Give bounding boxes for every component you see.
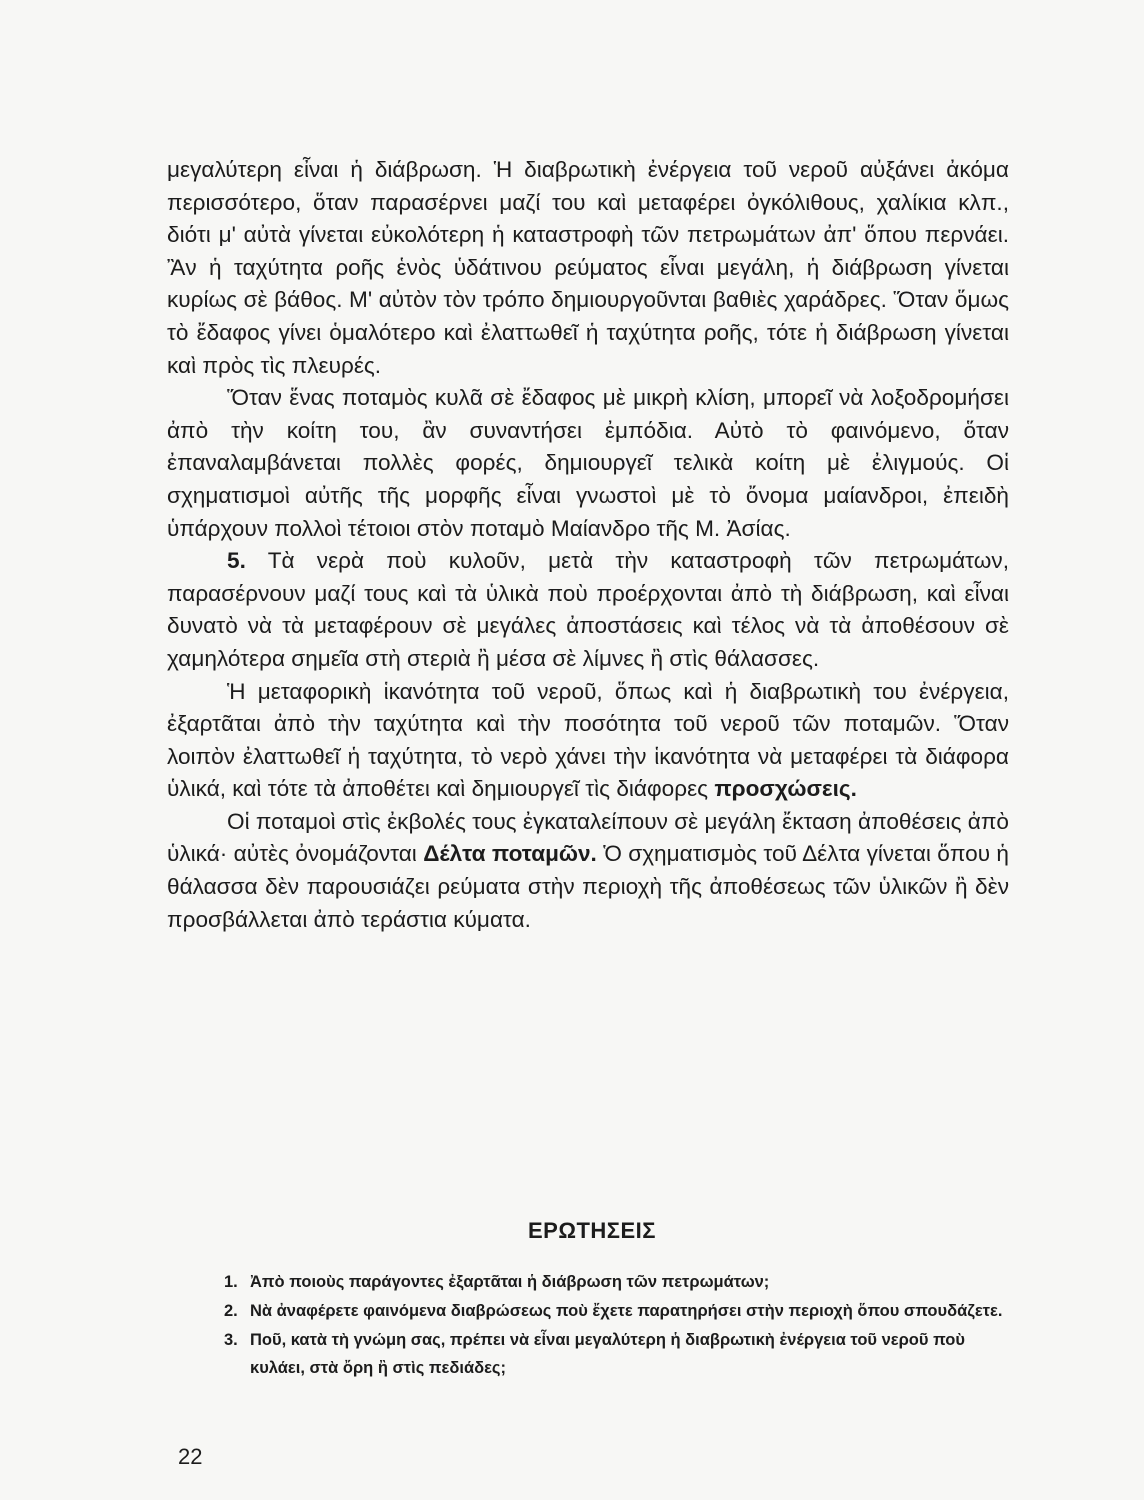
- paragraph-deposits: [167, 676, 1009, 806]
- question-item: [224, 1297, 1024, 1325]
- questions-list: [224, 1268, 1024, 1383]
- paragraph-text: Ἡ μεταφορικὴ ἱκανότητα τοῦ νεροῦ, ὅπως καὶ ἡ διαβρωτικὴ του ἐνέργεια, ἐξαρτᾶται ἀπὸ τὴν ταχύτητα καὶ τὴν ποσότητα τοῦ νεροῦ τῶν ποταμῶν. Ὅταν λοιπὸν ἐλαττωθεῖ ἡ ταχύτητα, τὸ νερὸ χάνει τὴν ἱκανότητα νὰ μεταφέρει τὰ διάφορα ὑλικά, καὶ τότε τὰ ἀποθέτει καὶ δημιουργεῖ τὶς διάφορες: [167, 678, 1009, 802]
- question-text: Ποῦ, κατὰ τὴ γνώμη σας, πρέπει νὰ εἶναι μεγαλύτερη ἡ διαβρωτικὴ ἐνέργεια τοῦ νεροῦ ποὺ κυλάει, στὰ ὄρη ἢ στὶς πεδιάδες;: [250, 1331, 965, 1377]
- paragraph-text: μεγαλύτερη εἶναι ἡ διάβρωση. Ἡ διαβρωτικὴ ἐνέργεια τοῦ νεροῦ αὐξάνει ἀκόμα περισσότερο, ὅταν παρασέρνει μαζί του καὶ μεταφέρει ὀγκόλιθους, χαλίκια κλπ., διότι μ' αὐτὰ γίνεται εὐκολότερη ἡ καταστροφὴ τῶν πετρωμάτων ἀπ' ὅπου περνάει. Ἂν ἡ ταχύτητα ροῆς ἑνὸς ὑδάτινου ρεύματος εἶναι μεγάλη, ἡ διάβρωση γίνεται κυρίως σὲ βάθος. Μ' αὐτὸν τὸν τρόπο δημιουργοῦνται βαθιὲς χαράδρες. Ὅταν ὅμως τὸ ἔδαφος γίνει ὁμαλότερο καὶ ἐλαττωθεῖ ἡ ταχύτητα ροῆς, τότε ἡ διάβρωση γίνεται καὶ πρὸς τὶς πλευρές.: [167, 157, 1009, 378]
- page-number: 22: [178, 1444, 203, 1469]
- paragraph-meanders: [167, 382, 1009, 545]
- paragraph-delta: [167, 806, 1009, 936]
- paragraph-text: Ὅταν ἕνας ποταμὸς κυλᾶ σὲ ἔδαφος μὲ μικρὴ κλίση, μπορεῖ νὰ λοξοδρομήσει ἀπὸ τὴν κοίτη του, ἂν συναντήσει ἐμπόδια. Αὐτὸ τὸ φαινόμενο, ὅταν ἐπαναλαμβάνεται πολλὲς φορές, δημιουργεῖ τελικὰ κοίτη μὲ ἐλιγμούς. Οἱ σχηματισμοὶ αὐτῆς τῆς μορφῆς εἶναι γνωστοὶ μὲ τὸ ὄνομα μαίανδροι, ἐπειδὴ ὑπάρχουν πολλοὶ τέτοιοι στὸν ποταμὸ Μαίανδρο τῆς Μ. Ἀσίας.: [167, 385, 1009, 541]
- question-number: 1.: [224, 1273, 238, 1291]
- question-item: [224, 1326, 1024, 1382]
- question-text: Ἀπὸ ποιοὺς παράγοντες ἐξαρτᾶται ἡ διάβρωση τῶν πετρωμάτων;: [250, 1273, 770, 1291]
- body-text: [167, 154, 1009, 936]
- question-text: Νὰ ἀναφέρετε φαινόμενα διαβρώσεως ποὺ ἔχετε παρατηρήσει στὴν περιοχὴ ὅπου σπουδάζετε.: [250, 1302, 1003, 1320]
- paragraph-text: Τὰ νερὰ ποὺ κυλοῦν, μετὰ τὴν καταστροφὴ τῶν πετρωμάτων, παρασέρνουν μαζί τους καὶ τὰ ὑλικὰ ποὺ προέρχονται ἀπὸ τὴ διάβρωση, καὶ εἶναι δυνατὸ νὰ τὰ μεταφέρουν σὲ μεγάλες ἀποστάσεις καὶ τέλος νὰ τὰ ἀποθέσουν σὲ χαμηλότερα σημεῖα στὴ στεριὰ ἢ μέσα σὲ λίμνες ἢ στὶς θάλασσες.: [167, 548, 1009, 671]
- section-number: 5.: [227, 548, 246, 574]
- paragraph-text-after: Ὁ σχηματισμὸς τοῦ Δέλτα γίνεται ὅπου ἡ θάλασσα δὲν παρουσιάζει ρεύματα στὴν περιοχὴ τῆς ἀποθέσεως τῶν ὑλικῶν ἢ δὲν προσβάλλεται ἀπὸ τεράστια κύματα.: [167, 841, 1009, 932]
- paragraph-erosion-depth: [167, 154, 1009, 382]
- question-number: 2.: [224, 1302, 238, 1320]
- question-number: 3.: [224, 1331, 238, 1349]
- question-item: [224, 1268, 1024, 1296]
- paragraph-text: Οἱ ποταμοὶ στὶς ἐκβολές τους ἐγκαταλείπουν σὲ μεγάλη ἔκταση ἀποθέσεις ἀπὸ ὑλικά· αὐτὲς ὀνομάζονται: [167, 808, 1009, 867]
- questions-heading: ΕΡΩΤΗΣΕΙΣ: [527, 1218, 656, 1243]
- term-river-delta: Δέλτα ποταμῶν.: [423, 841, 597, 867]
- term-deposits: προσχώσεις.: [714, 776, 857, 802]
- paragraph-transport: [167, 545, 1009, 675]
